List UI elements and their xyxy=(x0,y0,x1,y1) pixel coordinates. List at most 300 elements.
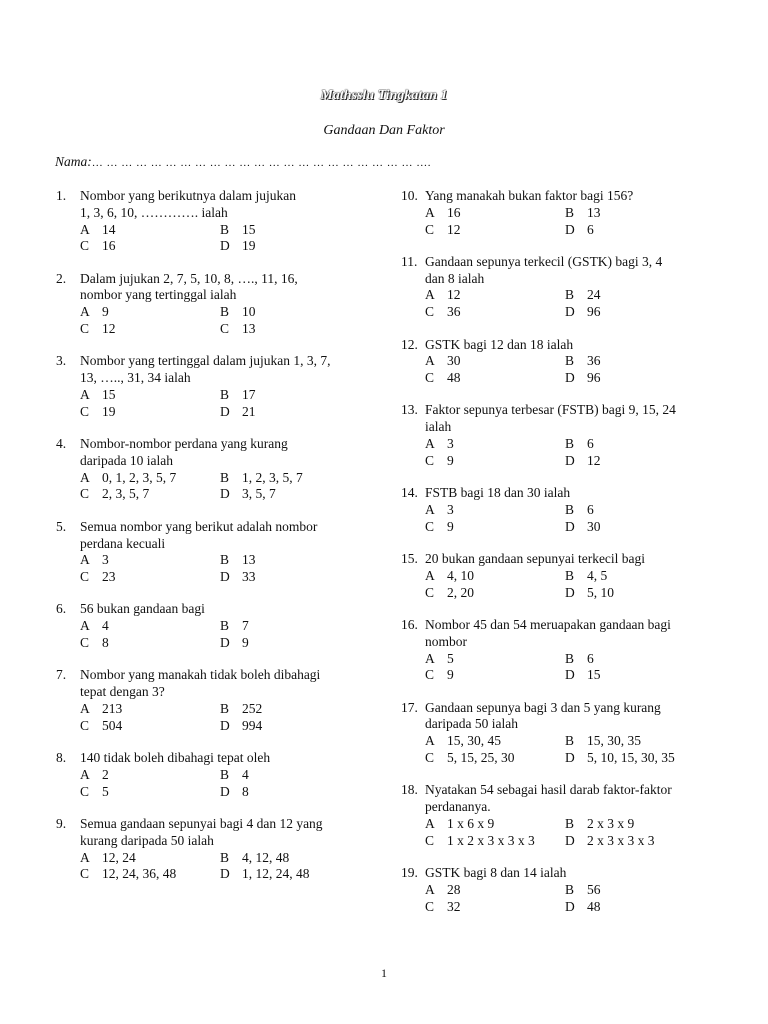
option-value: 2, 20 xyxy=(447,584,474,600)
option-value: 9 xyxy=(447,452,454,468)
option-value: 30 xyxy=(447,353,461,369)
answer-option xyxy=(565,899,731,916)
option-value: 12 xyxy=(447,221,461,237)
question-13 xyxy=(401,402,731,469)
option-value: 32 xyxy=(447,898,461,914)
option-value: 6 xyxy=(587,650,594,666)
answer-options xyxy=(425,436,731,470)
option-value: 12, 24, 36, 48 xyxy=(102,866,177,882)
answer-option xyxy=(220,304,376,321)
option-value: 12 xyxy=(447,287,461,303)
option-value: 3 xyxy=(447,436,454,452)
answer-option xyxy=(220,470,376,487)
option-letter: A xyxy=(425,287,435,303)
question-text xyxy=(425,551,731,568)
option-letter: A xyxy=(80,618,90,634)
option-value: 23 xyxy=(102,569,116,585)
question-10 xyxy=(401,188,731,238)
option-letter: A xyxy=(425,650,435,666)
option-value: 12 xyxy=(102,321,116,337)
option-letter: A xyxy=(425,204,435,220)
option-value: 2 xyxy=(102,766,109,782)
question-text xyxy=(425,402,731,436)
question-number: 5. xyxy=(56,518,67,534)
question-text-line: Nombor yang manakah tidak boleh dibahagi xyxy=(80,667,321,683)
answer-options xyxy=(425,287,731,321)
option-letter: C xyxy=(80,321,90,337)
answer-option xyxy=(425,750,565,767)
option-value: 8 xyxy=(242,783,249,799)
answer-option xyxy=(80,767,220,784)
option-value: 9 xyxy=(447,667,454,683)
option-letter: B xyxy=(565,353,575,369)
answer-option xyxy=(425,816,565,833)
answer-option xyxy=(220,238,376,255)
answer-option xyxy=(80,618,220,635)
question-text-line: daripada 50 ialah xyxy=(425,716,518,732)
option-letter: D xyxy=(220,717,230,733)
option-letter: A xyxy=(80,386,90,402)
option-letter: C xyxy=(425,750,435,766)
option-letter: A xyxy=(425,353,435,369)
answer-option xyxy=(80,304,220,321)
option-letter: B xyxy=(565,436,575,452)
answer-options xyxy=(80,701,376,735)
option-letter: A xyxy=(80,304,90,320)
question-number: 11. xyxy=(401,253,418,269)
question-text-line: 56 bukan gandaan bagi xyxy=(80,601,205,617)
answer-option xyxy=(565,733,731,750)
answer-option xyxy=(565,436,731,453)
question-text-line: dan 8 ialah xyxy=(425,270,485,286)
answer-option xyxy=(425,287,565,304)
option-letter: B xyxy=(220,221,230,237)
option-value: 5 xyxy=(447,650,454,666)
answer-option xyxy=(80,552,220,569)
option-letter: C xyxy=(80,403,90,419)
question-text-line: GSTK bagi 12 dan 18 ialah xyxy=(425,336,574,352)
answer-options xyxy=(80,552,376,586)
answer-option xyxy=(80,470,220,487)
answer-option xyxy=(80,569,220,586)
answer-option xyxy=(565,287,731,304)
option-letter: C xyxy=(80,569,90,585)
answer-option xyxy=(220,486,376,503)
question-text-line: nombor xyxy=(425,633,467,649)
answer-option xyxy=(565,222,731,239)
question-number: 14. xyxy=(401,485,418,501)
answer-option xyxy=(425,899,565,916)
answer-options xyxy=(425,816,731,850)
option-letter: B xyxy=(220,386,230,402)
question-text-line: ialah xyxy=(425,419,452,435)
question-text-line: Nombor 45 dan 54 meruapakan gandaan bagi xyxy=(425,616,671,632)
question-11 xyxy=(401,254,731,321)
option-value: 19 xyxy=(102,403,116,419)
option-value: 14 xyxy=(102,221,116,237)
option-value: 2 x 3 x 3 x 3 xyxy=(587,832,655,848)
option-value: 5, 10 xyxy=(587,584,614,600)
question-text xyxy=(80,519,376,553)
option-letter: B xyxy=(565,501,575,517)
question-text xyxy=(425,254,731,288)
answer-options xyxy=(80,767,376,801)
question-text xyxy=(425,782,731,816)
answer-option xyxy=(425,667,565,684)
answer-option xyxy=(425,882,565,899)
answer-option xyxy=(565,502,731,519)
option-letter: B xyxy=(565,567,575,583)
option-letter: A xyxy=(80,469,90,485)
question-text-line: 140 tidak boleh dibahagi tepat oleh xyxy=(80,750,271,766)
option-letter: A xyxy=(425,815,435,831)
option-value: 1, 12, 24, 48 xyxy=(242,866,310,882)
question-text xyxy=(80,436,376,470)
page-subtitle: Gandaan Dan Faktor xyxy=(323,123,445,138)
option-value: 4, 12, 48 xyxy=(242,849,290,865)
answer-option xyxy=(80,222,220,239)
question-text-line: Gandaan sepunya terkecil (GSTK) bagi 3, 4 xyxy=(425,253,663,269)
option-letter: B xyxy=(565,650,575,666)
option-value: 17 xyxy=(242,386,256,402)
option-value: 1 x 6 x 9 xyxy=(447,815,495,831)
option-value: 96 xyxy=(587,370,601,386)
option-letter: B xyxy=(220,618,230,634)
answer-option xyxy=(80,387,220,404)
question-3 xyxy=(56,353,376,420)
question-text-line: 13, ….., 31, 34 ialah xyxy=(80,370,191,386)
answer-option xyxy=(425,519,565,536)
option-letter: D xyxy=(220,238,230,254)
answer-options xyxy=(80,850,376,884)
option-value: 6 xyxy=(587,436,594,452)
question-text xyxy=(80,816,376,850)
option-letter: C xyxy=(80,783,90,799)
option-value: 2, 3, 5, 7 xyxy=(102,486,150,502)
answer-option xyxy=(565,568,731,585)
question-number: 7. xyxy=(56,667,67,683)
option-letter: B xyxy=(220,766,230,782)
question-text xyxy=(425,865,731,882)
answer-options xyxy=(425,882,731,916)
question-number: 10. xyxy=(401,188,418,203)
option-letter: A xyxy=(425,733,435,749)
option-value: 213 xyxy=(102,700,123,716)
option-letter: B xyxy=(220,304,230,320)
question-5 xyxy=(56,519,376,586)
option-letter: D xyxy=(220,403,230,419)
option-value: 24 xyxy=(587,287,601,303)
answer-options xyxy=(425,205,731,239)
answer-option xyxy=(220,850,376,867)
option-letter: A xyxy=(425,881,435,897)
answer-options xyxy=(80,387,376,421)
option-value: 48 xyxy=(447,370,461,386)
questions-left-column xyxy=(56,188,376,899)
option-letter: C xyxy=(220,321,230,337)
question-text-line: Nombor yang berikutnya dalam jujukan xyxy=(80,188,296,203)
option-letter: D xyxy=(220,486,230,502)
option-value: 96 xyxy=(587,304,601,320)
option-value: 6 xyxy=(587,501,594,517)
option-letter: D xyxy=(565,584,575,600)
answer-option xyxy=(220,404,376,421)
option-letter: B xyxy=(565,733,575,749)
question-6 xyxy=(56,601,376,651)
question-4 xyxy=(56,436,376,503)
option-letter: B xyxy=(565,204,575,220)
question-19 xyxy=(401,865,731,915)
question-text-line: Semua nombor yang berikut adalah nombor xyxy=(80,518,318,534)
option-letter: A xyxy=(80,700,90,716)
option-letter: D xyxy=(220,635,230,651)
answer-options xyxy=(425,651,731,685)
option-value: 10 xyxy=(242,304,256,320)
option-letter: A xyxy=(80,552,90,568)
question-text xyxy=(425,337,731,354)
question-text xyxy=(80,601,376,618)
option-letter: C xyxy=(425,832,435,848)
answer-option xyxy=(220,569,376,586)
answer-option xyxy=(220,635,376,652)
option-value: 3, 5, 7 xyxy=(242,486,276,502)
answer-option xyxy=(425,502,565,519)
question-text xyxy=(425,188,731,205)
option-value: 28 xyxy=(447,881,461,897)
question-number: 15. xyxy=(401,551,418,567)
option-value: 15 xyxy=(242,221,256,237)
answer-option xyxy=(565,353,731,370)
option-value: 36 xyxy=(447,304,461,320)
option-letter: B xyxy=(565,881,575,897)
answer-option xyxy=(425,436,565,453)
question-number: 12. xyxy=(401,336,418,352)
option-value: 12 xyxy=(587,452,601,468)
option-value: 8 xyxy=(102,635,109,651)
answer-option xyxy=(425,353,565,370)
option-value: 3 xyxy=(102,552,109,568)
answer-option xyxy=(425,205,565,222)
question-text xyxy=(425,700,731,734)
option-letter: C xyxy=(425,898,435,914)
answer-option xyxy=(220,618,376,635)
answer-option xyxy=(425,733,565,750)
option-value: 21 xyxy=(242,403,256,419)
name-label: Nama: xyxy=(55,154,92,169)
answer-options xyxy=(80,618,376,652)
question-text-line: perdananya. xyxy=(425,799,491,815)
question-text xyxy=(80,667,376,701)
question-7 xyxy=(56,667,376,734)
answer-option xyxy=(220,784,376,801)
option-letter: A xyxy=(425,501,435,517)
answer-option xyxy=(565,205,731,222)
option-value: 9 xyxy=(447,518,454,534)
question-text-line: Nombor yang tertinggal dalam jujukan 1, 3, 7, xyxy=(80,353,331,369)
option-letter: C xyxy=(425,518,435,534)
option-letter: C xyxy=(425,304,435,320)
question-9 xyxy=(56,816,376,883)
option-letter: D xyxy=(565,304,575,320)
question-number: 18. xyxy=(401,782,418,798)
question-text-line: Nyatakan 54 sebagai hasil darab faktor-faktor xyxy=(425,782,672,798)
option-value: 9 xyxy=(242,635,249,651)
answer-options xyxy=(80,304,376,338)
answer-option xyxy=(425,585,565,602)
answer-option xyxy=(220,767,376,784)
question-text-line: 20 bukan gandaan sepunyai terkecil bagi xyxy=(425,551,646,567)
option-value: 2 x 3 x 9 xyxy=(587,815,635,831)
question-text-line: FSTB bagi 18 dan 30 ialah xyxy=(425,485,571,501)
question-number: 4. xyxy=(56,436,67,452)
questions-right-column xyxy=(401,188,731,931)
option-letter: A xyxy=(80,766,90,782)
question-text-line: GSTK bagi 8 dan 14 ialah xyxy=(425,865,567,880)
option-letter: B xyxy=(565,287,575,303)
question-number: 8. xyxy=(56,750,67,766)
option-value: 994 xyxy=(242,717,263,733)
page-title: Mathsslu Tingkatan 1 xyxy=(320,88,448,103)
option-letter: B xyxy=(220,700,230,716)
question-17 xyxy=(401,700,731,767)
option-letter: B xyxy=(220,552,230,568)
option-value: 5, 10, 15, 30, 35 xyxy=(587,750,675,766)
question-text-line: perdana kecuali xyxy=(80,535,166,551)
answer-option xyxy=(80,784,220,801)
option-letter: C xyxy=(80,866,90,882)
question-text xyxy=(425,617,731,651)
question-text-line: nombor yang tertinggal ialah xyxy=(80,287,237,303)
answer-options xyxy=(80,222,376,256)
option-letter: B xyxy=(220,469,230,485)
question-text xyxy=(80,188,376,222)
option-letter: D xyxy=(565,221,575,237)
option-value: 15 xyxy=(587,667,601,683)
answer-option xyxy=(80,635,220,652)
answer-option xyxy=(80,321,220,338)
page-number: 1 xyxy=(381,966,387,980)
option-letter: A xyxy=(80,221,90,237)
answer-option xyxy=(565,585,731,602)
option-value: 1 x 2 x 3 x 3 x 3 xyxy=(447,832,535,848)
question-number: 6. xyxy=(56,601,67,617)
option-value: 13 xyxy=(242,552,256,568)
option-letter: D xyxy=(220,569,230,585)
option-value: 4 xyxy=(242,766,249,782)
option-letter: C xyxy=(425,221,435,237)
option-letter: A xyxy=(425,436,435,452)
option-value: 9 xyxy=(102,304,109,320)
option-value: 15, 30, 45 xyxy=(447,733,501,749)
question-14 xyxy=(401,485,731,535)
option-value: 15, 30, 35 xyxy=(587,733,641,749)
question-15 xyxy=(401,551,731,601)
question-16 xyxy=(401,617,731,684)
option-value: 15 xyxy=(102,386,116,402)
answer-options xyxy=(425,353,731,387)
answer-option xyxy=(565,667,731,684)
option-value: 1, 2, 3, 5, 7 xyxy=(242,469,303,485)
answer-option xyxy=(565,370,731,387)
option-value: 0, 1, 2, 3, 5, 7 xyxy=(102,469,177,485)
answer-option xyxy=(80,850,220,867)
option-value: 504 xyxy=(102,717,123,733)
question-number: 9. xyxy=(56,815,67,831)
option-value: 56 xyxy=(587,881,601,897)
answer-option xyxy=(80,238,220,255)
question-number: 3. xyxy=(56,353,67,369)
answer-option xyxy=(565,750,731,767)
answer-option xyxy=(425,304,565,321)
answer-option xyxy=(220,387,376,404)
question-text-line: Faktor sepunya terbesar (FSTB) bagi 9, 15, 24 xyxy=(425,402,676,418)
question-text xyxy=(425,485,731,502)
option-letter: D xyxy=(565,452,575,468)
option-letter: C xyxy=(425,452,435,468)
answer-option xyxy=(220,552,376,569)
option-letter: D xyxy=(220,866,230,882)
question-8 xyxy=(56,750,376,800)
answer-option xyxy=(425,568,565,585)
question-text xyxy=(80,353,376,387)
answer-option xyxy=(425,651,565,668)
option-letter: B xyxy=(220,849,230,865)
question-number: 13. xyxy=(401,402,418,418)
answer-option xyxy=(220,321,376,338)
option-value: 7 xyxy=(242,618,249,634)
question-text-line: Gandaan sepunya bagi 3 dan 5 yang kurang xyxy=(425,699,661,715)
question-number: 19. xyxy=(401,865,418,880)
option-letter: B xyxy=(565,815,575,831)
option-value: 5, 15, 25, 30 xyxy=(447,750,515,766)
answer-option xyxy=(565,519,731,536)
answer-option xyxy=(565,816,731,833)
option-letter: C xyxy=(425,370,435,386)
question-text-line: 1, 3, 6, 10, …………. ialah xyxy=(80,204,228,220)
option-value: 4 xyxy=(102,618,109,634)
answer-option xyxy=(425,453,565,470)
option-letter: C xyxy=(425,667,435,683)
question-text-line: Yang manakah bukan faktor bagi 156? xyxy=(425,188,634,203)
question-2 xyxy=(56,271,376,338)
answer-options xyxy=(80,470,376,504)
answer-options xyxy=(425,502,731,536)
answer-option xyxy=(425,222,565,239)
option-letter: D xyxy=(565,750,575,766)
answer-option xyxy=(220,222,376,239)
option-letter: D xyxy=(565,667,575,683)
option-value: 5 xyxy=(102,783,109,799)
answer-options xyxy=(425,733,731,767)
option-letter: D xyxy=(565,370,575,386)
option-letter: D xyxy=(565,518,575,534)
answer-option xyxy=(80,701,220,718)
question-text-line: kurang daripada 50 ialah xyxy=(80,832,214,848)
question-18 xyxy=(401,782,731,849)
option-value: 30 xyxy=(587,518,601,534)
answer-option xyxy=(80,404,220,421)
option-value: 4, 10 xyxy=(447,567,474,583)
option-letter: C xyxy=(425,584,435,600)
option-letter: D xyxy=(220,783,230,799)
option-letter: D xyxy=(565,898,575,914)
option-value: 13 xyxy=(242,321,256,337)
option-value: 252 xyxy=(242,700,263,716)
option-letter: A xyxy=(80,849,90,865)
question-text-line: Dalam jujukan 2, 7, 5, 10, 8, …., 11, 16, xyxy=(80,270,298,286)
answer-option xyxy=(220,701,376,718)
option-letter: C xyxy=(80,717,90,733)
